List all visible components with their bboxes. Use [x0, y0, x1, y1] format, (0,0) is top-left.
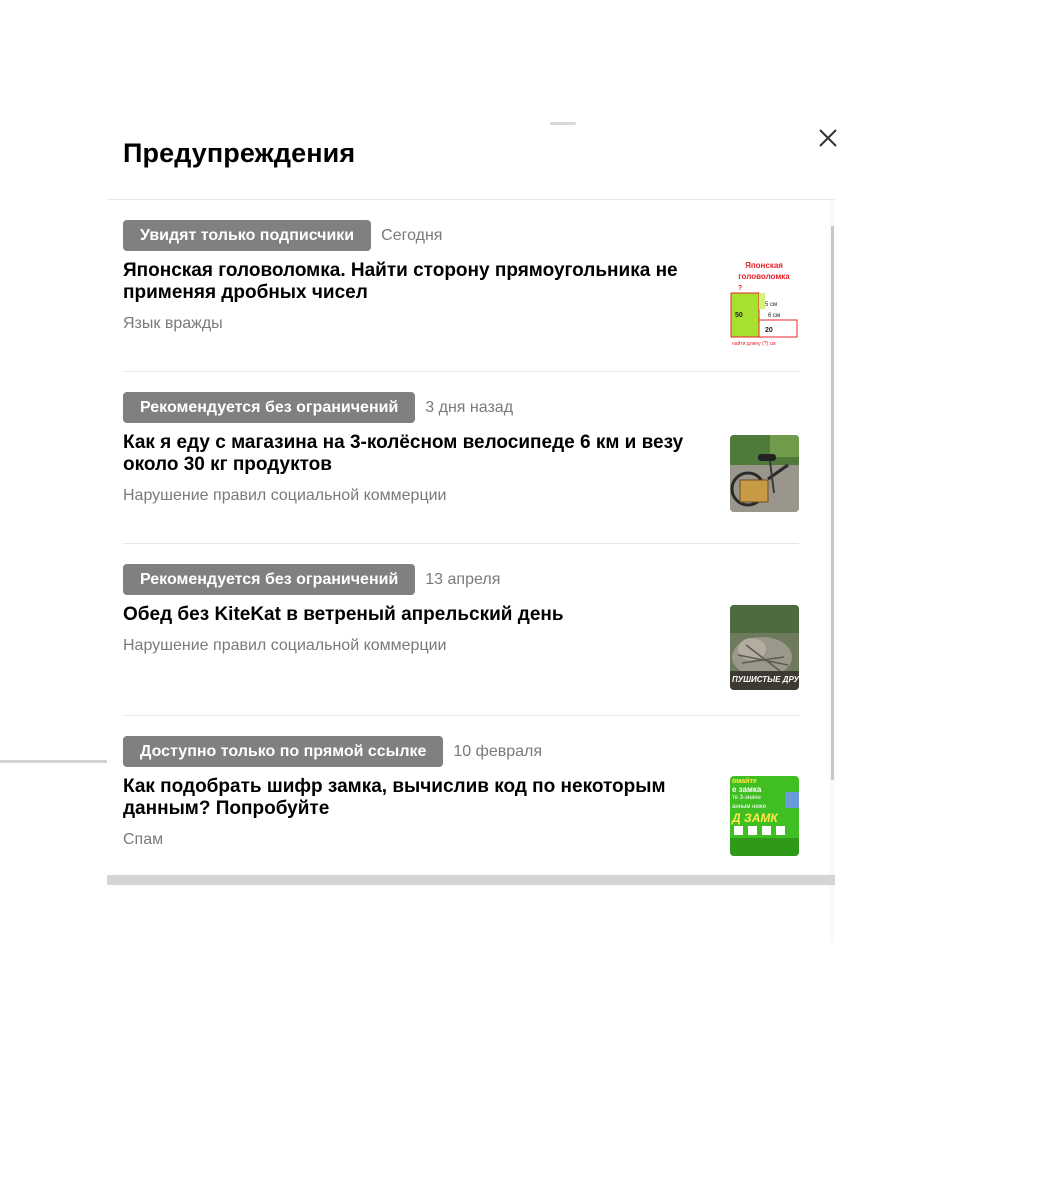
thumb-line-3: те 3-значн: [732, 795, 761, 801]
thumb-heading-1: Японская: [745, 261, 783, 270]
visibility-badge: Рекомендуется без ограничений: [123, 392, 415, 423]
article-title[interactable]: Японская головоломка. Найти сторону прямоугольника не применяя дробных чисел: [123, 260, 678, 303]
thumb-line-1: омайте: [732, 778, 757, 785]
warning-reason: Спам: [123, 831, 164, 848]
drag-handle[interactable]: [550, 122, 576, 125]
thumb-caption: ПУШИСТЫЕ ДРУ: [732, 675, 799, 684]
close-icon: [816, 126, 840, 150]
thumb-label-50: 50: [735, 312, 743, 319]
scrollbar-thumb[interactable]: [831, 226, 834, 780]
modal-title: Предупреждения: [123, 138, 356, 168]
visibility-badge: Увидят только подписчики: [123, 220, 371, 251]
thumb-line-4: анным ниже: [732, 804, 767, 810]
article-thumbnail[interactable]: [730, 776, 799, 856]
thumb-label-q: ?: [738, 285, 743, 292]
warning-reason: Нарушение правил социальной коммерции: [123, 637, 447, 654]
warnings-list[interactable]: [107, 200, 835, 943]
background-divider: [0, 760, 107, 763]
thumb-label-5: 5 см: [765, 302, 778, 308]
warnings-modal: [107, 100, 835, 885]
thumb-heading-2: головоломка: [738, 272, 790, 281]
visibility-badge: Доступно только по прямой ссылке: [123, 736, 443, 767]
thumb-line-5: Д ЗАМК: [732, 811, 778, 825]
close-button[interactable]: [816, 126, 840, 150]
thumb-line-2: е замка: [732, 785, 762, 794]
visibility-badge: Рекомендуется без ограничений: [123, 564, 415, 595]
item-date: 13 апреля: [425, 570, 501, 588]
warning-item[interactable]: [123, 372, 799, 544]
horizontal-scrollbar[interactable]: [107, 875, 835, 885]
article-thumbnail[interactable]: [730, 605, 799, 690]
warning-item[interactable]: [123, 200, 799, 372]
warning-item[interactable]: [123, 716, 799, 888]
article-thumbnail[interactable]: [730, 256, 799, 350]
thumb-label-20: 20: [765, 327, 773, 334]
article-title[interactable]: Как я еду с магазина на 3-колёсном велосипеде 6 км и везу около 30 кг продуктов: [123, 432, 684, 475]
warning-reason: Нарушение правил социальной коммерции: [123, 487, 447, 504]
thumb-label-6: 6 см: [768, 313, 781, 319]
thumb-caption: найти длину (?) см: [732, 341, 776, 347]
article-title[interactable]: Как подобрать шифр замка, вычислив код по некоторым данным? Попробуйте: [123, 776, 666, 819]
article-thumbnail[interactable]: [730, 435, 799, 512]
item-date: Сегодня: [381, 226, 443, 244]
article-title[interactable]: Обед без KiteKat в ветреный апрельский день: [123, 604, 564, 625]
item-date: 10 февраля: [453, 742, 543, 760]
warning-item[interactable]: [123, 544, 799, 716]
scrollbar[interactable]: [829, 200, 835, 943]
warning-reason: Язык вражды: [123, 315, 223, 332]
item-date: 3 дня назад: [425, 398, 514, 416]
